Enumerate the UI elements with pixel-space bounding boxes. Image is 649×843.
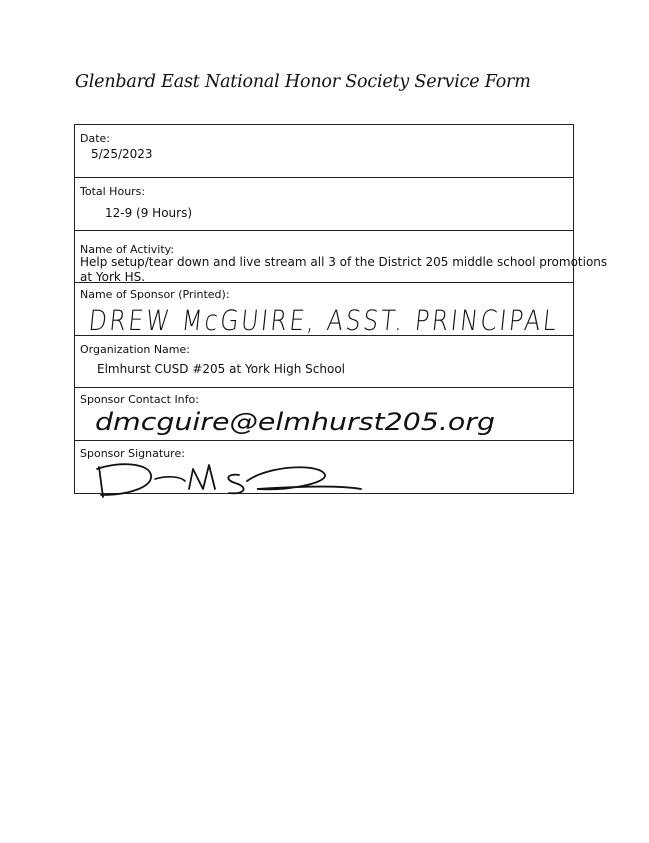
- total-hours-label: Total Hours:: [80, 185, 146, 198]
- sponsor-name-label: Name of Sponsor (Printed):: [80, 288, 230, 301]
- date-row: [75, 125, 573, 178]
- organization-row: [75, 336, 573, 388]
- total-hours-value: 12-9 (9 Hours): [105, 206, 193, 220]
- sponsor-contact-handwriting: [93, 402, 513, 442]
- date-value: 5/25/2023: [91, 147, 153, 161]
- sponsor-signature-row: [75, 441, 573, 493]
- sponsor-contact-value: dmcguire@elmhurst205.org: [95, 408, 495, 436]
- sponsor-contact-label: Sponsor Contact Info:: [80, 393, 199, 406]
- sponsor-name-row: [75, 283, 647, 337]
- service-form-table: [74, 124, 647, 494]
- organization-value: Elmhurst CUSD #205 at York High School: [97, 362, 346, 376]
- sponsor-signature-label: Sponsor Signature:: [80, 447, 185, 460]
- page-title: Glenbard East National Honor Society Service Form: [75, 72, 531, 92]
- activity-label: Name of Activity:: [80, 243, 175, 256]
- total-hours-row: [75, 178, 573, 231]
- sponsor-signature-image: [89, 455, 369, 505]
- sponsor-name-value: DREW McGUIRE, ASST. PRINCIPAL: [87, 304, 647, 337]
- sponsor-contact-row: [75, 388, 573, 441]
- organization-label: Organization Name:: [80, 343, 190, 356]
- activity-row: [75, 231, 608, 284]
- sponsor-name-handwriting: [87, 299, 647, 339]
- activity-value: Help setup/tear down and live stream all 3 of the District 205 middle school promotions at York HS.: [80, 255, 608, 284]
- date-label: Date:: [80, 132, 110, 145]
